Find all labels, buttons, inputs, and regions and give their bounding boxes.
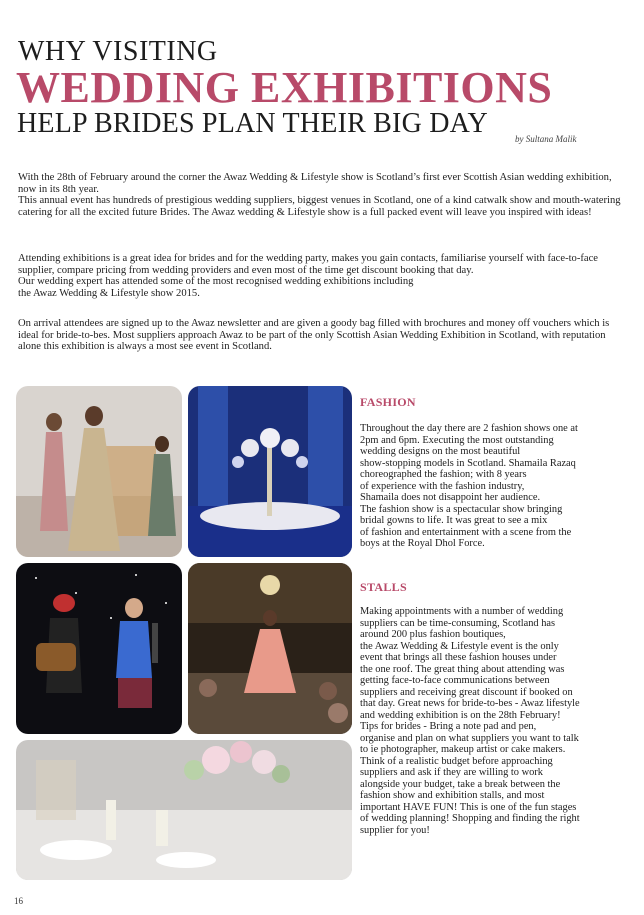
stalls-line: Think of a realistic budget before approaching [360,755,553,767]
fashion-line: choreographed the fashion; with 8 years [360,469,527,480]
fashion-line: show-stopping models in Scotland. Shamaila Razaq [360,457,576,469]
fashion-line: bridal gowns to life. It was great to see a mix [360,515,548,526]
stalls-line: event that brings all these fashion houses under [360,652,557,663]
stalls-line: suppliers and receiving great discount if booked on [360,686,573,698]
fashion-line: The fashion show is a spectacular show bringing [360,503,563,515]
stalls-line: that day. Great news for bride-to-bes - Awaz lifestyle [360,698,580,709]
stalls-line: alongside your budget, take a break between the [360,778,561,790]
photo-bridal-models [16,386,182,557]
stalls-line: the one roof. The great thing about attending was [360,663,565,675]
photo-dhol-performers [16,563,182,734]
stalls-text [360,606,622,836]
stalls-line: and wedding exhibition is on the 28th February! [360,709,561,721]
fashion-line: 2pm and 6pm. Executing the most outstanding [360,434,554,446]
fashion-text [360,423,622,550]
intro-paragraph-3 [18,318,626,353]
stalls-line: organise and plan on what suppliers you want to talk [360,732,579,744]
fashion-line: of fashion and entertainment with a scene from the [360,526,572,538]
fashion-line: Shamaila does not disappoint her audience. [360,492,541,503]
fashion-line: boys at the Royal Dhol Force. [360,538,485,549]
page-number: 16 [14,896,23,906]
photo-table-decor [188,386,352,557]
intro-paragraph-2 [18,253,626,299]
intro-p3-sentence-1: On arrival attendees are signed up to the Awaz newsletter and are given a goody bag filled with brochures and money off vouchers which is ideal for bride-to-bes. Most suppliers approach Awaz to be part of the only Scottish Asian Wedding Exhibition in Scotland, with reputation alone this exhibition is always a most see event in Scotland. [18,318,610,353]
fashion-heading: FASHION [360,395,416,409]
fashion-line: wedding designs on the most beautiful [360,446,521,457]
title-line-1: WHY VISITING [18,36,218,67]
byline: by Sultana Malik [515,134,577,144]
photo-catwalk [188,563,352,734]
stalls-line: the Awaz Wedding & Lifestyle event is the only [360,640,559,652]
intro-paragraph-1 [18,172,626,218]
stalls-line: suppliers and ask if they are willing to work [360,767,543,778]
stalls-line: around 200 plus fashion boutiques, [360,629,506,640]
intro-p2-sentence-3: the Awaz Wedding & Lifestyle show 2015. [18,287,200,299]
intro-p2-sentence-1: Attending exhibitions is a great idea for brides and for the wedding party, makes you gain contacts, familiarise yourself with face-to-face supplier, compare pricing from wedding providers and even most of the time get discount booking that day. [18,253,599,276]
fashion-line: Throughout the day there are 2 fashion shows one at [360,423,578,434]
stalls-line: Tips for brides - Bring a note pad and pen, [360,721,537,732]
title-line-3: HELP BRIDES PLAN THEIR BIG DAY [17,108,488,139]
photo-table-setting [16,740,352,880]
stalls-line: supplier for you! [360,824,430,836]
stalls-line: getting face-to-face communications between [360,675,550,686]
fashion-line: of experience with the fashion industry, [360,480,525,492]
stalls-line: fashion show and exhibition stalls, and most [360,790,545,801]
stalls-line: Making appointments with a number of wedding [360,606,564,617]
stalls-line: important HAVE FUN! This is one of the fun stages [360,801,577,813]
intro-p1-sentence-2: This annual event has hundreds of prestigious wedding suppliers, biggest venues in Scotland, one of a kind catwalk show and mouth-watering catering for all the excited future Brides. The Awaz wedding & Lifestyle show is a full packed event will leave you inspired with ideas! [18,195,621,218]
title-line-2: WEDDING EXHIBITIONS [16,63,553,112]
intro-p1-sentence-1: With the 28th of February around the corner the Awaz Wedding & Lifestyle show is Scotland’s first ever Scottish Asian wedding exhibition, now in its 8th year. [18,172,612,195]
stalls-line: suppliers can be time-consuming, Scotland has [360,617,556,629]
stalls-heading: STALLS [360,580,407,594]
intro-p2-sentence-2: Our wedding expert has attended some of the most recognised wedding exhibitions including [18,276,414,288]
stalls-line: of wedding planning! Shopping and finding the right [360,813,580,824]
stalls-line: to ie photographer, makeup artist or cake makers. [360,744,566,755]
